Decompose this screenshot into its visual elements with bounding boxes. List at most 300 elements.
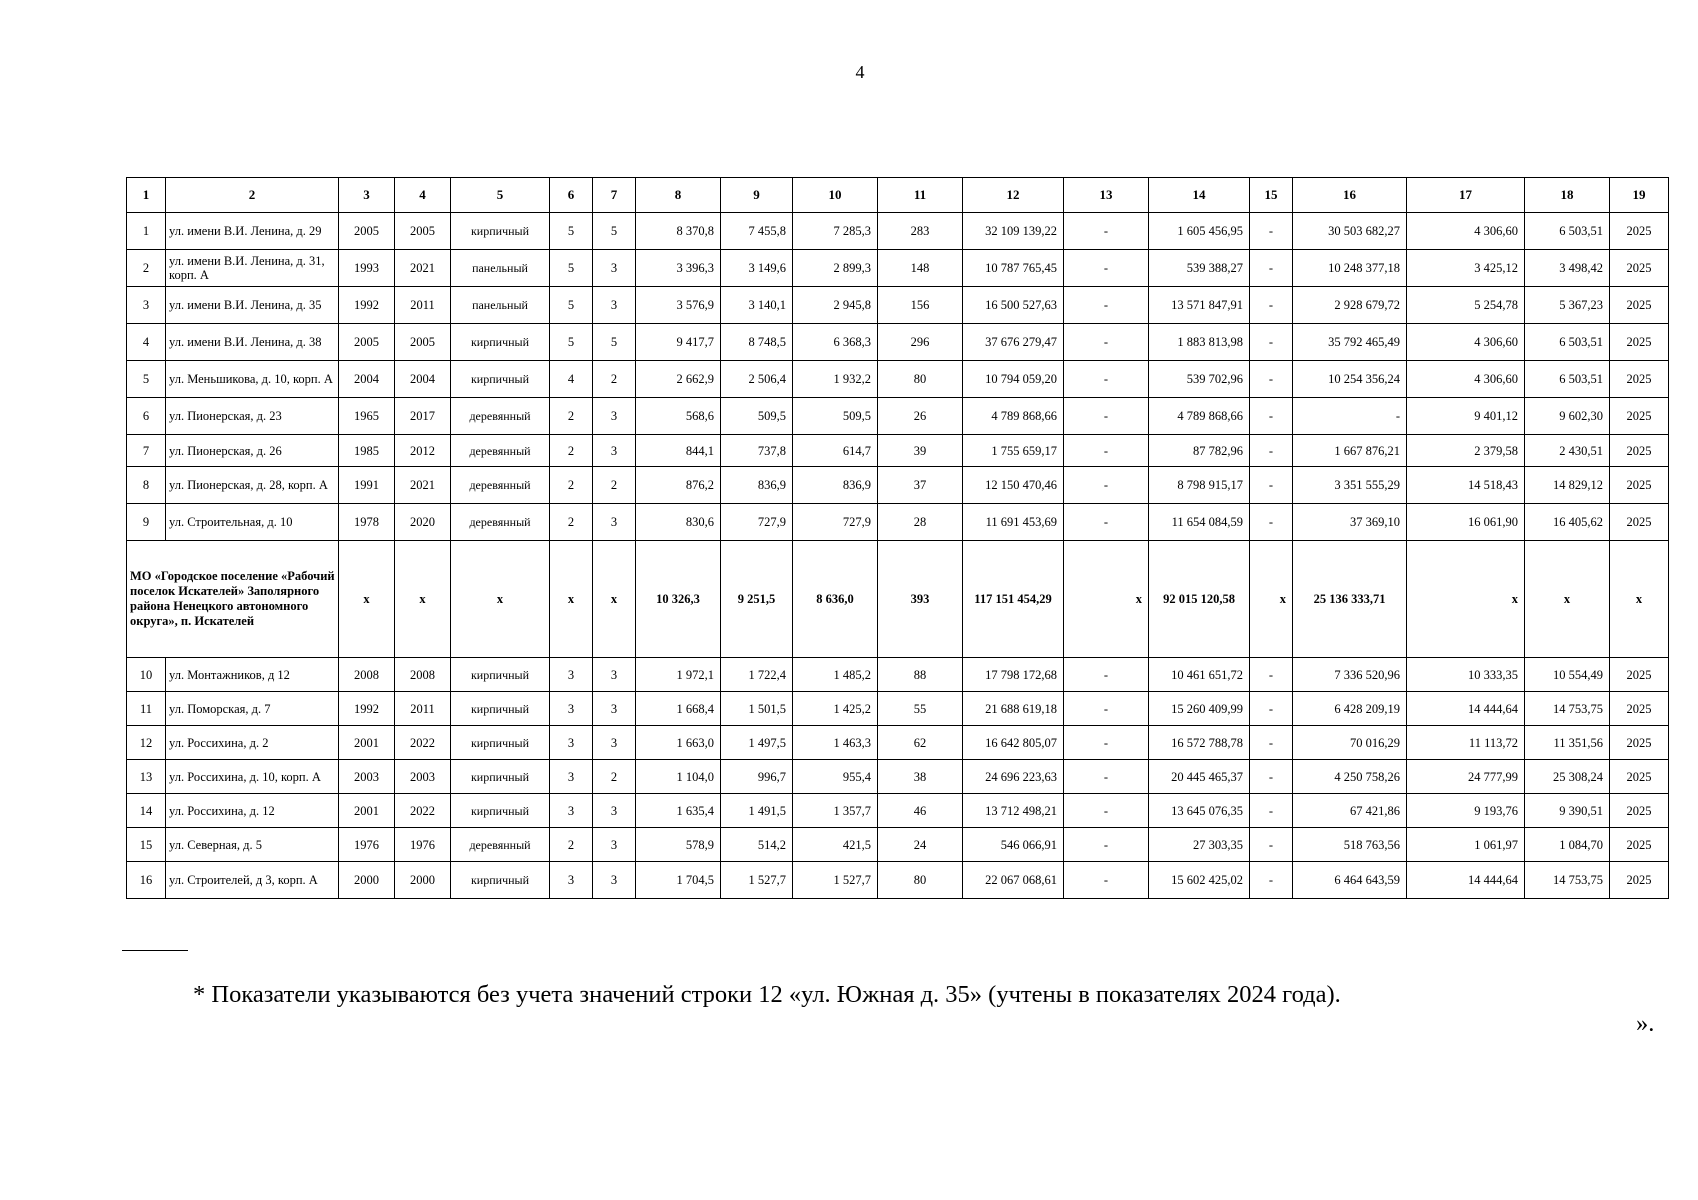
table-cell: 13 712 498,21	[963, 794, 1064, 828]
table-cell: 15 260 409,99	[1149, 692, 1250, 726]
header-cell: 12	[963, 178, 1064, 213]
table-cell: 2003	[395, 760, 451, 794]
table-cell: кирпичный	[451, 794, 550, 828]
table-cell: 2	[550, 398, 593, 435]
table-cell: 2000	[339, 862, 395, 899]
table-cell: 2025	[1610, 361, 1669, 398]
address-cell: ул. Строителей, д 3, корп. А	[166, 862, 339, 899]
table-cell: 2	[593, 361, 636, 398]
table-cell: 10 326,3	[636, 541, 721, 658]
table-cell: 2	[593, 467, 636, 504]
address-cell: ул. Монтажников, д 12	[166, 658, 339, 692]
table-cell: 1 932,2	[793, 361, 878, 398]
table-cell: 1	[127, 213, 166, 250]
table-cell: -	[1250, 862, 1293, 899]
table-cell: 2022	[395, 794, 451, 828]
table-cell: 2012	[395, 435, 451, 467]
table-cell: 2021	[395, 467, 451, 504]
table-cell: 5 254,78	[1407, 287, 1525, 324]
header-row	[127, 178, 1669, 213]
address-cell: ул. Строительная, д. 10	[166, 504, 339, 541]
table-cell: 6 503,51	[1525, 361, 1610, 398]
table-cell: 1992	[339, 692, 395, 726]
table-cell: 830,6	[636, 504, 721, 541]
table-cell: 92 015 120,58	[1149, 541, 1250, 658]
table-cell: -	[1064, 435, 1149, 467]
table-cell: 2025	[1610, 760, 1669, 794]
table-cell: 2025	[1610, 794, 1669, 828]
table-cell: 2008	[395, 658, 451, 692]
table-cell: 9 193,76	[1407, 794, 1525, 828]
table-cell: 12	[127, 726, 166, 760]
table-cell: 8	[127, 467, 166, 504]
table-cell: 22 067 068,61	[963, 862, 1064, 899]
table-cell: 7 285,3	[793, 213, 878, 250]
table-cell: -	[1064, 692, 1149, 726]
table-cell: 2025	[1610, 250, 1669, 287]
table-cell: деревянный	[451, 504, 550, 541]
table-cell: 2004	[339, 361, 395, 398]
table-cell: 24	[878, 828, 963, 862]
table-cell: 11	[127, 692, 166, 726]
table-cell: 1 084,70	[1525, 828, 1610, 862]
table-cell: 4 250 758,26	[1293, 760, 1407, 794]
table-cell: 1 668,4	[636, 692, 721, 726]
table-cell: -	[1064, 467, 1149, 504]
table-cell: 5	[550, 250, 593, 287]
table-cell: 539 388,27	[1149, 250, 1250, 287]
table-cell: 9 251,5	[721, 541, 793, 658]
table-cell: 6 464 643,59	[1293, 862, 1407, 899]
table-cell: 8 798 915,17	[1149, 467, 1250, 504]
table-cell: 3	[550, 726, 593, 760]
table-cell: 9 401,12	[1407, 398, 1525, 435]
table-row	[127, 324, 1669, 361]
table-cell: 1976	[395, 828, 451, 862]
table-cell: 421,5	[793, 828, 878, 862]
table-cell: 2 899,3	[793, 250, 878, 287]
table-cell: 1 635,4	[636, 794, 721, 828]
table-cell: 10 554,49	[1525, 658, 1610, 692]
table-cell: 3	[127, 287, 166, 324]
table-cell: 14 444,64	[1407, 862, 1525, 899]
table-cell: 14 753,75	[1525, 862, 1610, 899]
table-cell: 4 789 868,66	[1149, 398, 1250, 435]
table-cell: 148	[878, 250, 963, 287]
table-cell: х	[1525, 541, 1610, 658]
table-cell: х	[550, 541, 593, 658]
table-cell: -	[1064, 361, 1149, 398]
table-cell: 2025	[1610, 658, 1669, 692]
table-cell: 727,9	[793, 504, 878, 541]
table-cell: 1 104,0	[636, 760, 721, 794]
table-cell: 1 667 876,21	[1293, 435, 1407, 467]
table-cell: 13 645 076,35	[1149, 794, 1250, 828]
address-cell: ул. Россихина, д. 2	[166, 726, 339, 760]
table-cell: -	[1064, 862, 1149, 899]
table-cell: 156	[878, 287, 963, 324]
address-cell: ул. имени В.И. Ленина, д. 29	[166, 213, 339, 250]
table-cell: 2 379,58	[1407, 435, 1525, 467]
table-cell: 70 016,29	[1293, 726, 1407, 760]
table-cell: 11 351,56	[1525, 726, 1610, 760]
table-cell: -	[1064, 828, 1149, 862]
header-cell: 5	[451, 178, 550, 213]
header-cell: 10	[793, 178, 878, 213]
table-cell: 3	[593, 504, 636, 541]
table-cell: 283	[878, 213, 963, 250]
table-cell: 1 527,7	[793, 862, 878, 899]
table-cell: 296	[878, 324, 963, 361]
table-cell: 2011	[395, 692, 451, 726]
table-cell: 15 602 425,02	[1149, 862, 1250, 899]
table-cell: 3	[593, 794, 636, 828]
table-cell: 2005	[339, 213, 395, 250]
table-cell: 2022	[395, 726, 451, 760]
table-cell: 3 425,12	[1407, 250, 1525, 287]
table-cell: 10 461 651,72	[1149, 658, 1250, 692]
header-cell: 8	[636, 178, 721, 213]
table-cell: 67 421,86	[1293, 794, 1407, 828]
group-row	[127, 541, 1669, 658]
table-cell: 2000	[395, 862, 451, 899]
table-cell: 5	[593, 324, 636, 361]
table-cell: 4	[550, 361, 593, 398]
table-cell: 509,5	[793, 398, 878, 435]
table-cell: 2 928 679,72	[1293, 287, 1407, 324]
table-cell: -	[1250, 692, 1293, 726]
table-cell: 727,9	[721, 504, 793, 541]
table-cell: 1985	[339, 435, 395, 467]
table-cell: 2025	[1610, 398, 1669, 435]
table-cell: 88	[878, 658, 963, 692]
table-cell: 3	[593, 862, 636, 899]
address-cell: ул. имени В.И. Ленина, д. 31, корп. А	[166, 250, 339, 287]
table-cell: кирпичный	[451, 324, 550, 361]
table-cell: 393	[878, 541, 963, 658]
table-cell: -	[1064, 398, 1149, 435]
table-cell: 62	[878, 726, 963, 760]
table-cell: кирпичный	[451, 213, 550, 250]
table-cell: 5	[593, 213, 636, 250]
table-cell: 1 704,5	[636, 862, 721, 899]
table-cell: 844,1	[636, 435, 721, 467]
table-cell: -	[1293, 398, 1407, 435]
table-cell: 10 333,35	[1407, 658, 1525, 692]
table-cell: кирпичный	[451, 361, 550, 398]
table-row	[127, 398, 1669, 435]
table-cell: 6	[127, 398, 166, 435]
table-cell: -	[1250, 287, 1293, 324]
table-cell: 3 576,9	[636, 287, 721, 324]
table-cell: х	[1610, 541, 1669, 658]
table-cell: 1 463,3	[793, 726, 878, 760]
table-cell: 3	[550, 658, 593, 692]
table-cell: 3	[593, 658, 636, 692]
table-cell: 539 702,96	[1149, 361, 1250, 398]
table-cell: 2001	[339, 794, 395, 828]
table-cell: 2	[127, 250, 166, 287]
table-row	[127, 467, 1669, 504]
table-cell: кирпичный	[451, 692, 550, 726]
table-cell: 9	[127, 504, 166, 541]
table-cell: 13 571 847,91	[1149, 287, 1250, 324]
table-row	[127, 287, 1669, 324]
table-cell: 6 428 209,19	[1293, 692, 1407, 726]
table-cell: 6 503,51	[1525, 213, 1610, 250]
table-cell: 3 351 555,29	[1293, 467, 1407, 504]
table-cell: 2	[550, 467, 593, 504]
table-cell: 2025	[1610, 287, 1669, 324]
table-cell: -	[1250, 726, 1293, 760]
table-cell: -	[1250, 658, 1293, 692]
table-cell: 28	[878, 504, 963, 541]
table-cell: 9 390,51	[1525, 794, 1610, 828]
table-cell: -	[1064, 726, 1149, 760]
table-cell: 14 829,12	[1525, 467, 1610, 504]
table-cell: 2021	[395, 250, 451, 287]
table-cell: 9 602,30	[1525, 398, 1610, 435]
footnote-separator	[122, 950, 188, 951]
table-cell: -	[1250, 250, 1293, 287]
table-cell: 32 109 139,22	[963, 213, 1064, 250]
table-cell: кирпичный	[451, 760, 550, 794]
header-cell: 19	[1610, 178, 1669, 213]
table-cell: 1 061,97	[1407, 828, 1525, 862]
table-row	[127, 828, 1669, 862]
table-cell: 2001	[339, 726, 395, 760]
table-cell: 55	[878, 692, 963, 726]
table-cell: 10 794 059,20	[963, 361, 1064, 398]
table-cell: 13	[127, 760, 166, 794]
table-cell: 2005	[395, 213, 451, 250]
table-cell: 2025	[1610, 504, 1669, 541]
table-cell: 20 445 465,37	[1149, 760, 1250, 794]
table-cell: 3 140,1	[721, 287, 793, 324]
table-cell: 1 722,4	[721, 658, 793, 692]
table-cell: 1993	[339, 250, 395, 287]
table-cell: 10 254 356,24	[1293, 361, 1407, 398]
table-cell: х	[451, 541, 550, 658]
table-cell: 37 676 279,47	[963, 324, 1064, 361]
table-cell: 10 787 765,45	[963, 250, 1064, 287]
table-cell: 26	[878, 398, 963, 435]
footnote: * Показатели указываются без учета значений строки 12 «ул. Южная д. 35» (учтены в показателях 2024 года).	[193, 981, 1341, 1008]
table-cell: 8 748,5	[721, 324, 793, 361]
table-cell: 1 485,2	[793, 658, 878, 692]
table-row	[127, 692, 1669, 726]
table-cell: 3	[593, 398, 636, 435]
table-cell: 27 303,35	[1149, 828, 1250, 862]
table-cell: х	[1250, 541, 1293, 658]
header-cell: 11	[878, 178, 963, 213]
closing-quote-mark: ».	[1636, 1010, 1655, 1037]
table-row	[127, 250, 1669, 287]
table-cell: 5	[550, 213, 593, 250]
table-cell: -	[1064, 504, 1149, 541]
page-number: 4	[855, 62, 865, 82]
table-cell: 2	[550, 828, 593, 862]
table-cell: х	[395, 541, 451, 658]
table-cell: 3	[550, 760, 593, 794]
table-cell: 2025	[1610, 692, 1669, 726]
table-cell: 2020	[395, 504, 451, 541]
table-cell: 14 518,43	[1407, 467, 1525, 504]
table-cell: 2 945,8	[793, 287, 878, 324]
table-cell: 876,2	[636, 467, 721, 504]
table-cell: 14 753,75	[1525, 692, 1610, 726]
table-cell: 46	[878, 794, 963, 828]
address-cell: ул. Северная, д. 5	[166, 828, 339, 862]
table-cell: 2008	[339, 658, 395, 692]
table-cell: 1976	[339, 828, 395, 862]
table-cell: панельный	[451, 250, 550, 287]
table-cell: -	[1250, 760, 1293, 794]
table-cell: 1 527,7	[721, 862, 793, 899]
table-cell: 4 789 868,66	[963, 398, 1064, 435]
table-cell: 2005	[395, 324, 451, 361]
table-cell: 1991	[339, 467, 395, 504]
table-cell: 37 369,10	[1293, 504, 1407, 541]
table-cell: 87 782,96	[1149, 435, 1250, 467]
table-cell: 2025	[1610, 435, 1669, 467]
table-cell: деревянный	[451, 435, 550, 467]
table-cell: 25 308,24	[1525, 760, 1610, 794]
table-cell: -	[1064, 658, 1149, 692]
header-cell: 15	[1250, 178, 1293, 213]
table-cell: х	[593, 541, 636, 658]
table-cell: 5	[127, 361, 166, 398]
header-cell: 2	[166, 178, 339, 213]
table-cell: 3 498,42	[1525, 250, 1610, 287]
table-cell: 8 370,8	[636, 213, 721, 250]
table-cell: 117 151 454,29	[963, 541, 1064, 658]
table-cell: 2017	[395, 398, 451, 435]
header-cell: 9	[721, 178, 793, 213]
table-row	[127, 760, 1669, 794]
table-cell: 80	[878, 862, 963, 899]
table-cell: 11 691 453,69	[963, 504, 1064, 541]
table-cell: 5	[550, 287, 593, 324]
table-cell: -	[1250, 828, 1293, 862]
table-row	[127, 794, 1669, 828]
table-cell: 38	[878, 760, 963, 794]
address-cell: ул. Пионерская, д. 28, корп. А	[166, 467, 339, 504]
header-cell: 7	[593, 178, 636, 213]
table-cell: 996,7	[721, 760, 793, 794]
table-cell: 518 763,56	[1293, 828, 1407, 862]
table-cell: 578,9	[636, 828, 721, 862]
table-cell: -	[1064, 250, 1149, 287]
table-cell: 17 798 172,68	[963, 658, 1064, 692]
table-cell: 3 149,6	[721, 250, 793, 287]
table-cell: 2025	[1610, 828, 1669, 862]
address-cell: ул. Пионерская, д. 23	[166, 398, 339, 435]
table-cell: 16 642 805,07	[963, 726, 1064, 760]
header-cell: 14	[1149, 178, 1250, 213]
table-cell: 3	[550, 692, 593, 726]
table-cell: 1992	[339, 287, 395, 324]
table-cell: -	[1250, 504, 1293, 541]
table-cell: 3	[550, 794, 593, 828]
group-title-cell: МО «Городское поселение «Рабочий поселок Искателей» Заполярного района Ненецкого автономного округа», п. Искателей	[127, 541, 339, 658]
address-cell: ул. имени В.И. Ленина, д. 35	[166, 287, 339, 324]
table-row	[127, 435, 1669, 467]
table-cell: -	[1250, 398, 1293, 435]
header-cell: 17	[1407, 178, 1525, 213]
table-cell: 30 503 682,27	[1293, 213, 1407, 250]
table-row	[127, 504, 1669, 541]
table-cell: 737,8	[721, 435, 793, 467]
table-cell: 21 688 619,18	[963, 692, 1064, 726]
table-cell: -	[1064, 760, 1149, 794]
table-cell: 14 444,64	[1407, 692, 1525, 726]
table-cell: х	[1064, 541, 1149, 658]
table-cell: 2005	[339, 324, 395, 361]
address-cell: ул. Меньшикова, д. 10, корп. А	[166, 361, 339, 398]
table-cell: 6 503,51	[1525, 324, 1610, 361]
table-cell: 4 306,60	[1407, 361, 1525, 398]
table-cell: -	[1250, 435, 1293, 467]
table-cell: 1 491,5	[721, 794, 793, 828]
table-cell: -	[1064, 213, 1149, 250]
table-cell: 1 755 659,17	[963, 435, 1064, 467]
table-row	[127, 658, 1669, 692]
table-cell: 509,5	[721, 398, 793, 435]
table-cell: -	[1250, 361, 1293, 398]
table-cell: 1 663,0	[636, 726, 721, 760]
table-cell: 35 792 465,49	[1293, 324, 1407, 361]
table-cell: -	[1064, 324, 1149, 361]
table-cell: 2004	[395, 361, 451, 398]
table-cell: 2025	[1610, 213, 1669, 250]
table-cell: 11 654 084,59	[1149, 504, 1250, 541]
header-cell: 6	[550, 178, 593, 213]
table-cell: кирпичный	[451, 862, 550, 899]
table-cell: панельный	[451, 287, 550, 324]
table-cell: 3 396,3	[636, 250, 721, 287]
table-cell: 2025	[1610, 324, 1669, 361]
table-cell: 3	[593, 828, 636, 862]
data-table	[126, 177, 1669, 899]
header-cell: 4	[395, 178, 451, 213]
table-cell: 568,6	[636, 398, 721, 435]
table-cell: 1965	[339, 398, 395, 435]
table-cell: 3	[593, 287, 636, 324]
table-cell: 2	[593, 760, 636, 794]
table-cell: 1978	[339, 504, 395, 541]
table-cell: 9 417,7	[636, 324, 721, 361]
table-cell: 2025	[1610, 862, 1669, 899]
table-cell: 16 061,90	[1407, 504, 1525, 541]
table-cell: 5	[550, 324, 593, 361]
table-cell: 15	[127, 828, 166, 862]
table-cell: 1 357,7	[793, 794, 878, 828]
table-cell: 2003	[339, 760, 395, 794]
table-cell: кирпичный	[451, 726, 550, 760]
table-cell: 1 425,2	[793, 692, 878, 726]
address-cell: ул. Россихина, д. 12	[166, 794, 339, 828]
table-cell: -	[1250, 794, 1293, 828]
table-cell: х	[1407, 541, 1525, 658]
table-cell: 10 248 377,18	[1293, 250, 1407, 287]
table-cell: 3	[550, 862, 593, 899]
table-cell: 1 497,5	[721, 726, 793, 760]
table-cell: кирпичный	[451, 658, 550, 692]
table-row	[127, 726, 1669, 760]
address-cell: ул. имени В.И. Ленина, д. 38	[166, 324, 339, 361]
table-cell: 7 336 520,96	[1293, 658, 1407, 692]
